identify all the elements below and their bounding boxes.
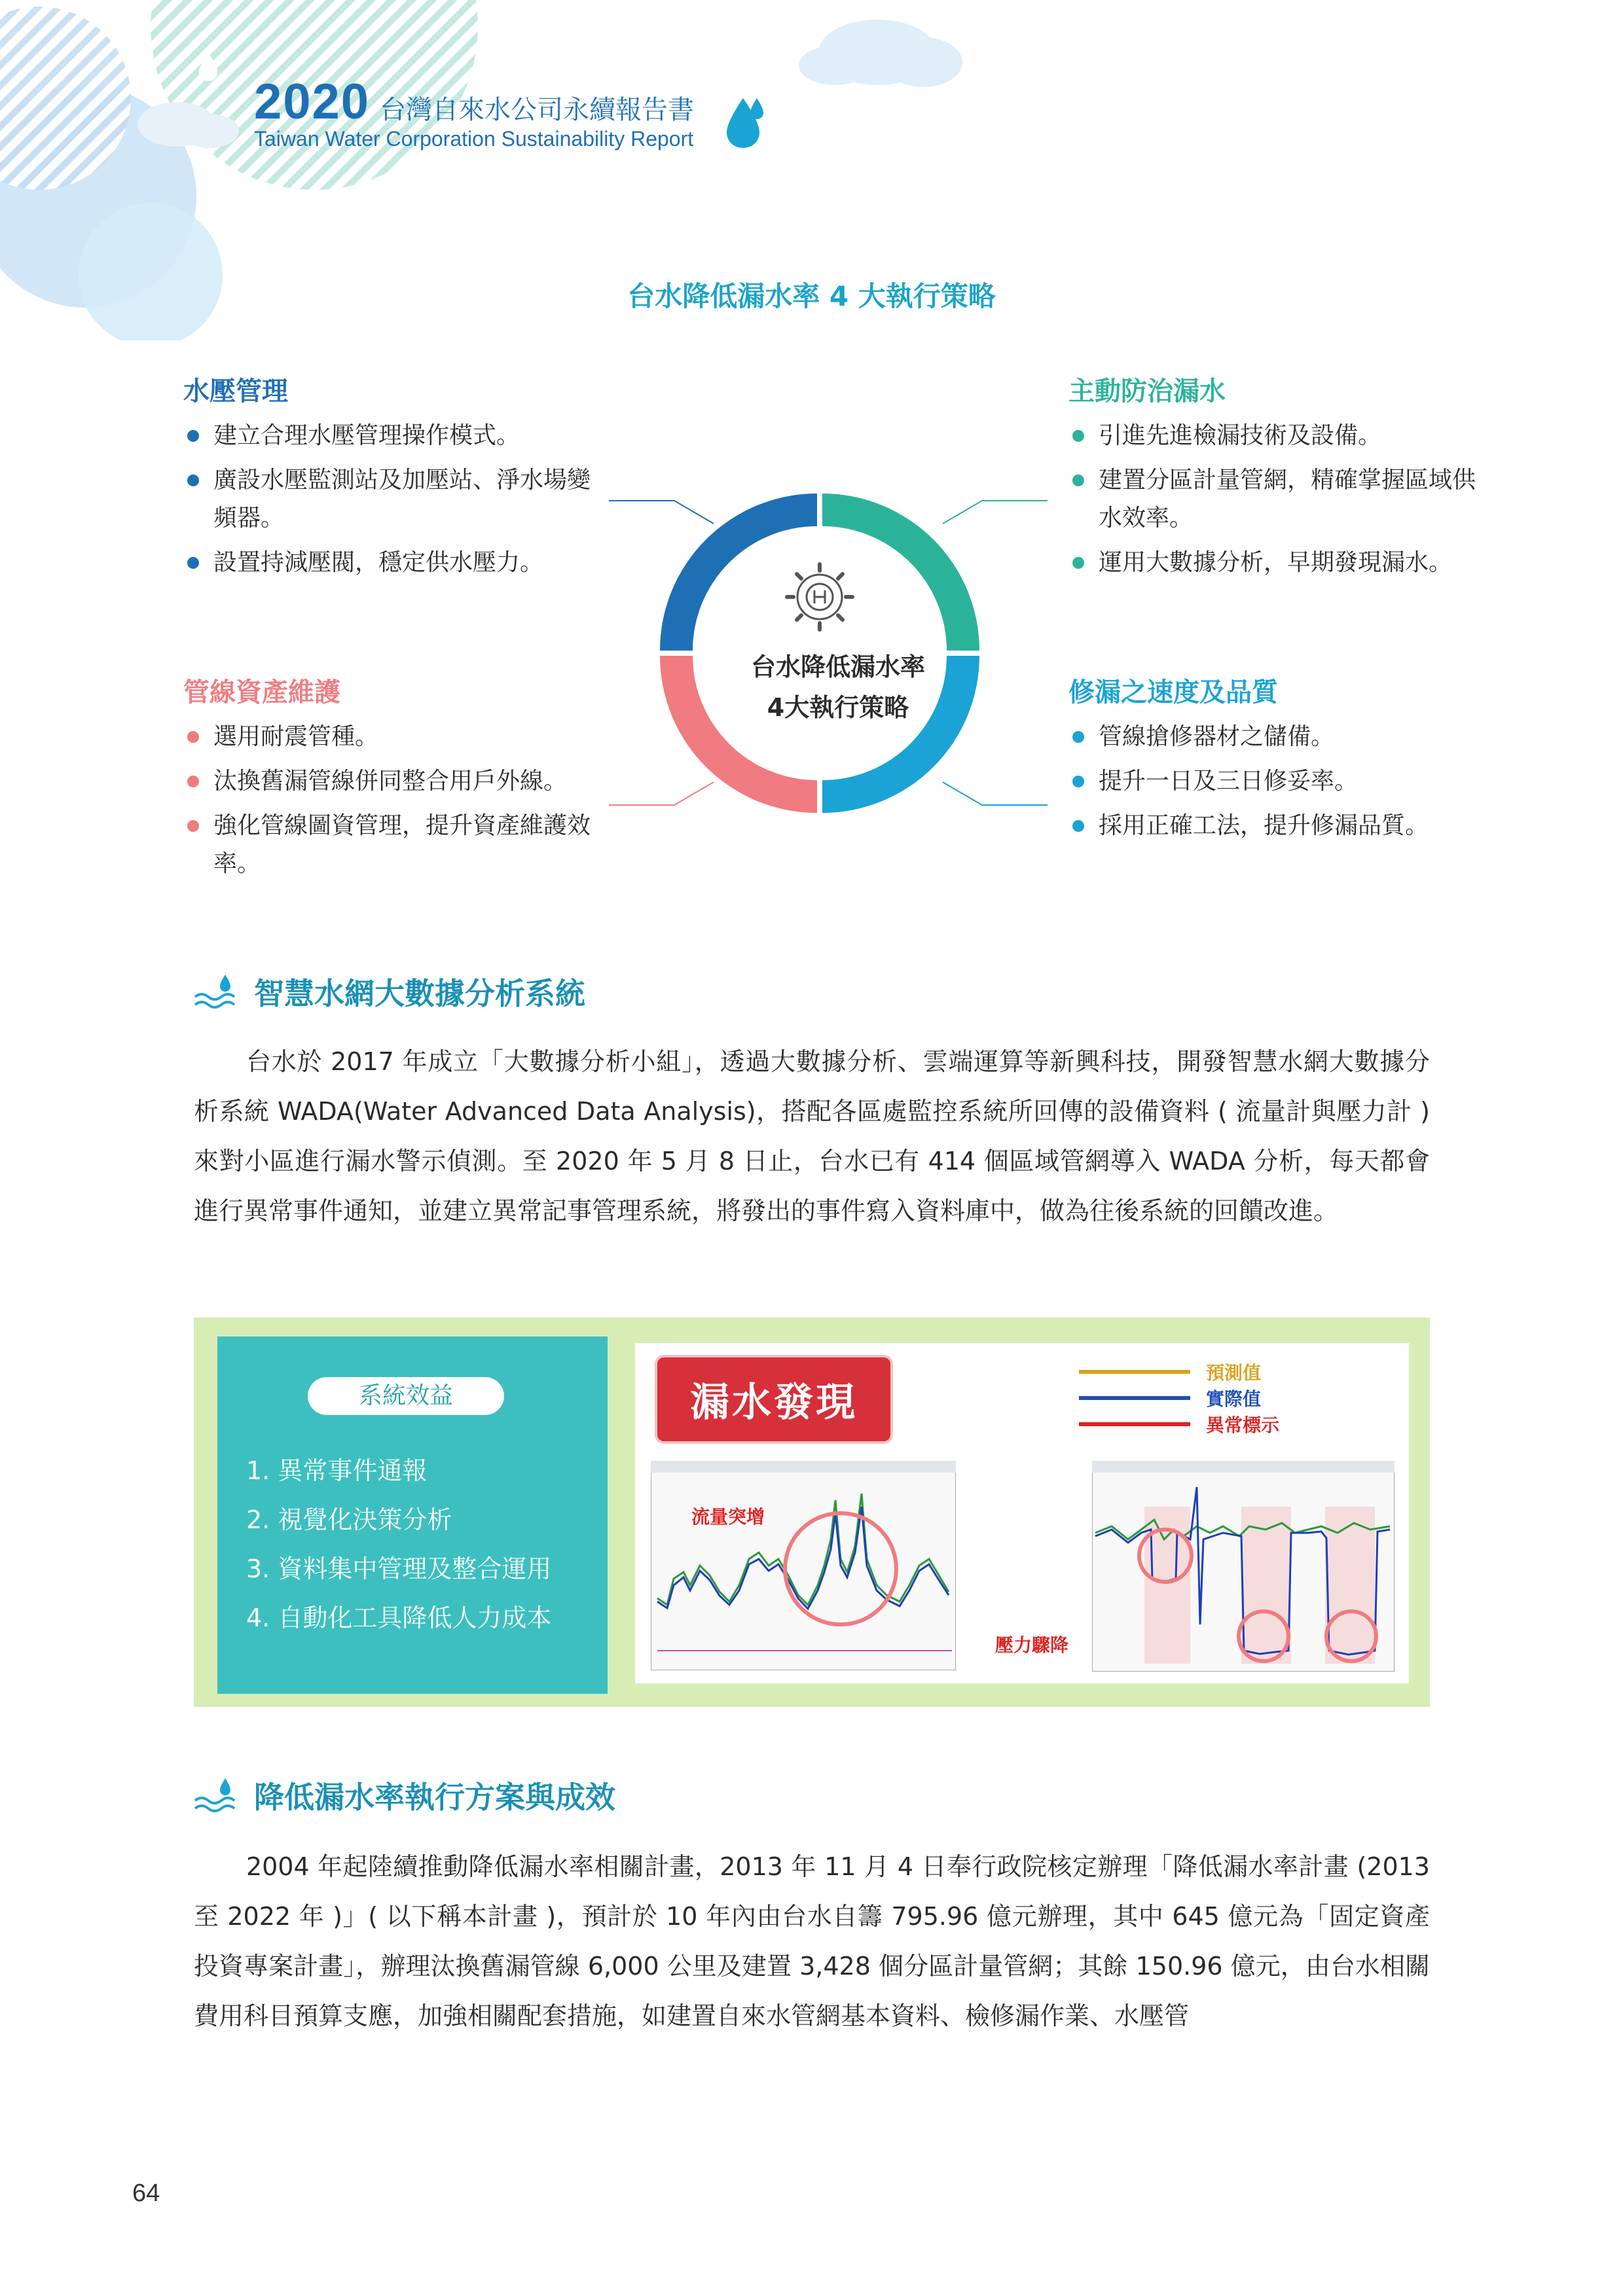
category-title: 管線資產維護 (183, 677, 340, 708)
list-item: 設置持減壓閥，穩定供水壓力。 (183, 544, 602, 582)
list-item: 提升一日及三日修妥率。 (1068, 762, 1487, 800)
list-item: 選用耐震管種。 (183, 718, 602, 756)
section1-body (194, 1037, 1430, 1236)
leak-banner (657, 1357, 890, 1441)
ring-center-line1: 台水降低漏水率 (750, 653, 925, 681)
page-number: 64 (132, 2179, 160, 2207)
gear-icon (787, 564, 852, 630)
report-title-zh: 台灣自來水公司永續報告書 (380, 95, 694, 125)
category-title: 主動防治漏水 (1068, 376, 1226, 406)
bullet-icon (187, 776, 199, 787)
list-item: 1. 異常事件通報 (246, 1456, 428, 1485)
water-wave-icon (191, 972, 244, 1011)
benefit-list (246, 1446, 551, 1643)
legend-swatch (1079, 1396, 1190, 1400)
section1-paragraph: 台水於 2017 年成立「大數據分析小組」，透過大數據分析、雲端運算等新興科技，開發智慧水網大數據分析系統 WADA(Water Advanced Data Analysis)，搭配各區處監控系統所回傳的設備資料 ( 流量計與壓力計 ) 來對小區進行漏水警示偵測。至 2020 年 5 月 8 日止，台水已有 414 個區域管網導入 WADA 分析，每天都會進行異常事件通知，並建立異常記事管理系統，將發出的事件寫入資料庫中，做為往後系統的回饋改進。 (194, 1047, 1430, 1225)
list-item: 建置分區計量管網，精確掌握區域供水效率。 (1068, 461, 1487, 537)
ring-center-line2: 4大執行策略 (767, 693, 909, 722)
bullet-icon (1072, 731, 1084, 743)
benefit-title: 系統效益 (308, 1377, 504, 1415)
bullet-icon (1072, 430, 1084, 442)
category-title: 修漏之速度及品質 (1068, 677, 1278, 708)
flow-chart-screenshot (651, 1461, 956, 1670)
section1-heading-row (191, 970, 585, 1013)
list-item: 採用正確工法，提升修漏品質。 (1068, 807, 1487, 845)
section2-paragraph: 2004 年起陸續推動降低漏水率相關計畫，2013 年 11 月 4 日奉行政院核定辦理「降低漏水率計畫 (2013 至 2022 年 )」( 以下稱本計畫 )，預計於 10 年內由台水自籌 795.96 億元辦理，其中 645 億元為「固定資產投資專案計畫」，辦理汰換舊漏管線 6,000 公里及建置 3,428 個分區計量管網；其餘 150.96 億元，由台水相關費用科目預算支應，加強相關配套措施，如建置自來水管網基本資料、檢修漏作業、水壓管 (194, 1852, 1430, 2030)
category-active-leak-prevention (1068, 370, 1487, 588)
bullet-icon (1072, 820, 1084, 832)
section2-heading: 降低漏水率執行方案與成效 (254, 1780, 615, 1815)
ring-center-label (694, 647, 982, 728)
category-water-pressure (183, 370, 602, 588)
legend-item: 實際值 (1079, 1385, 1279, 1411)
bullet-icon (187, 475, 199, 486)
list-item: 3. 資料集中管理及整合運用 (246, 1554, 552, 1583)
bullet-icon (1072, 475, 1084, 486)
report-year: 2020 (254, 74, 371, 130)
leak-banner-text: 漏水發現 (690, 1380, 858, 1426)
bullet-icon (1072, 557, 1084, 569)
section2-heading-row (191, 1774, 615, 1817)
list-item: 運用大數據分析，早期發現漏水。 (1068, 544, 1487, 582)
strategy-title: 台水降低漏水率 4 大執行策略 (627, 280, 996, 312)
list-item: 2. 視覺化決策分析 (246, 1505, 452, 1534)
report-title-en: Taiwan Water Corporation Sustainability Report (254, 127, 694, 151)
section1-heading: 智慧水網大數據分析系統 (254, 976, 585, 1011)
bullet-icon (187, 820, 199, 832)
bullet-icon (1072, 776, 1084, 787)
list-item: 引進先進檢漏技術及設備。 (1068, 417, 1487, 455)
legend-item: 預測值 (1079, 1359, 1279, 1385)
legend-item: 異常標示 (1079, 1411, 1279, 1437)
category-pipeline-asset (183, 672, 602, 889)
legend-swatch (1079, 1422, 1190, 1426)
list-item: 4. 自動化工具降低人力成本 (246, 1604, 552, 1632)
legend-swatch (1079, 1370, 1190, 1374)
figure-legend (1079, 1359, 1279, 1437)
bullet-icon (187, 557, 199, 569)
list-item: 汰換舊漏管線併同整合用戶外線。 (183, 762, 602, 800)
section2-body (194, 1842, 1430, 2041)
bullet-icon (187, 430, 199, 442)
list-item: 管線搶修器材之儲備。 (1068, 718, 1487, 756)
annotation-flow-surge: 流量突增 (691, 1506, 765, 1528)
list-item: 廣設水壓監測站及加壓站、淨水場變頻器。 (183, 461, 602, 537)
water-wave-icon (191, 1776, 244, 1815)
pressure-chart-screenshot (1092, 1461, 1395, 1672)
bullet-icon (187, 731, 199, 743)
list-item: 強化管線圖資管理，提升資產維護效率。 (183, 807, 602, 883)
annotation-pressure-drop: 壓力驟降 (995, 1634, 1069, 1656)
category-repair-speed-quality (1068, 672, 1487, 852)
category-title: 水壓管理 (183, 376, 288, 406)
list-item: 建立合理水壓管理操作模式。 (183, 417, 602, 455)
